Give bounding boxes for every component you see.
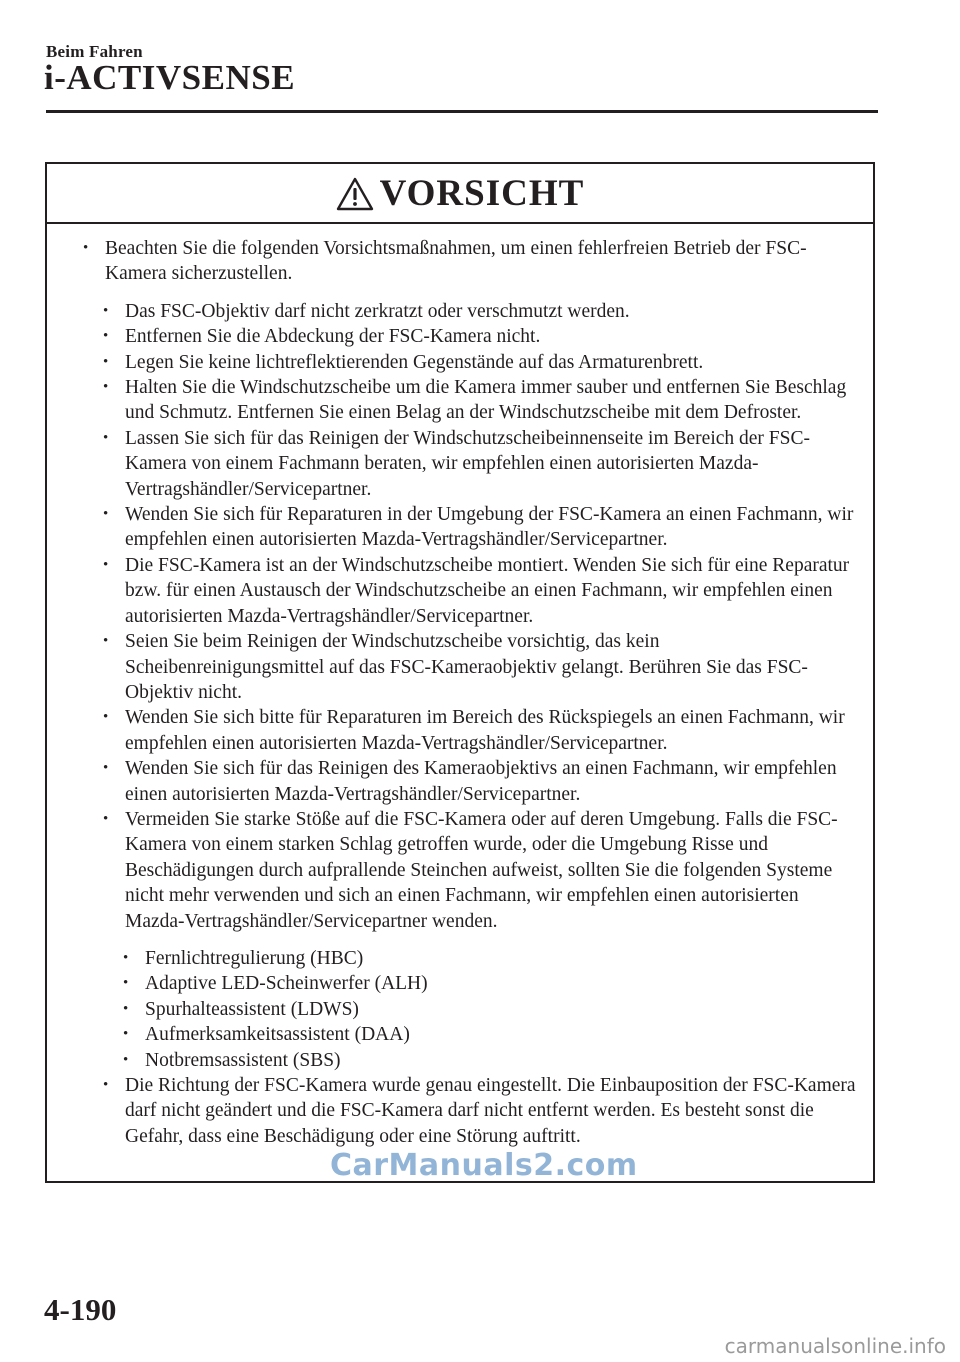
- caution-box: [45, 162, 875, 1183]
- list-item: [91, 807, 863, 934]
- list-item-text: Seien Sie beim Reinigen der Windschutzscheibe vorsichtig, das kein Scheibenreinigungsmittel auf das FSC-Kameraobjektiv gelangt. Berühren Sie das FSC-Objektiv nicht.: [125, 631, 808, 703]
- system-list-item: [111, 946, 863, 971]
- caution-header: [47, 164, 873, 224]
- system-name: Fernlichtregulierung (HBC): [145, 947, 364, 969]
- warning-triangle-icon: [336, 177, 374, 211]
- system-list-item: [111, 997, 863, 1022]
- list-item: [91, 299, 863, 324]
- bullet-marker: •: [103, 1077, 109, 1093]
- bullet-marker: •: [123, 949, 129, 966]
- list-item-text: Entfernen Sie die Abdeckung der FSC-Kamera nicht.: [125, 326, 541, 348]
- system-list-item: [111, 971, 863, 996]
- bullet-marker: •: [103, 709, 109, 726]
- system-name: Adaptive LED-Scheinwerfer (ALH): [145, 973, 428, 995]
- list-item-text: Wenden Sie sich bitte für Reparaturen im Bereich des Rückspiegels an einen Fachmann, wir empfehlen einen autorisierten Mazda-Vertragshändler/Servicepartner.: [125, 707, 845, 754]
- bullet-marker: •: [103, 633, 109, 650]
- bullet-marker: •: [103, 429, 109, 446]
- list-item-text: Legen Sie keine lichtreflektierenden Gegenstände auf das Armaturenbrett.: [125, 351, 704, 373]
- system-name: Aufmerksamkeitsassistent (DAA): [145, 1024, 410, 1046]
- caution-intro-text: Beachten Sie die folgenden Vorsichtsmaßnahmen, um einen fehlerfreien Betrieb der FSC-Kamera sicherzustellen.: [105, 238, 807, 285]
- bullet-marker: •: [103, 760, 109, 777]
- bullet-marker: •: [123, 975, 129, 992]
- list-item: [91, 629, 863, 705]
- section-label: Beim Fahren: [46, 42, 143, 61]
- caution-intro-item: [71, 236, 863, 287]
- bullet-marker: •: [103, 810, 109, 827]
- system-list-item: [111, 1048, 863, 1073]
- bullet-marker: •: [83, 240, 89, 256]
- list-item: [91, 502, 863, 553]
- list-item-text: Das FSC-Objektiv darf nicht zerkratzt oder verschmutzt werden.: [125, 300, 630, 322]
- list-item-text: Vermeiden Sie starke Stöße auf die FSC-Kamera oder auf deren Umgebung. Falls die FSC-Kamera von einem starken Schlag getroffen wurde, oder die Umgebung Risse und Beschädigungen durch aufprallende Steinchen aufweist, sollten Sie die folgenden Systeme nicht mehr verwenden und sich an einen Fachmann, wir empfehlen einen autorisierten Mazda-Vertragshändler/Servicepartner wenden.: [125, 808, 838, 932]
- list-item-text: Wenden Sie sich für Reparaturen in der Umgebung der FSC-Kamera an einen Fachmann, wir empfehlen einen autorisierten Mazda-Vertragshändler/Servicepartner.: [125, 504, 854, 551]
- bullet-marker: •: [123, 1051, 129, 1068]
- bullet-marker: •: [103, 506, 109, 523]
- bullet-marker: •: [103, 556, 109, 573]
- caution-body: [47, 224, 873, 1149]
- header-rule: [46, 110, 878, 113]
- list-item: [91, 350, 863, 375]
- list-item: [91, 426, 863, 502]
- watermark-center: CarManuals2.com: [330, 1148, 638, 1183]
- bullet-marker: •: [103, 353, 109, 370]
- bullet-marker: •: [123, 1000, 129, 1017]
- list-item-text: Halten Sie die Windschutzscheibe um die Kamera immer sauber und entfernen Sie Beschlag und Schmutz. Entfernen Sie einen Belag an der Windschutzscheibe mit dem Defroster.: [125, 377, 847, 424]
- list-item: [91, 375, 863, 426]
- bullet-marker: •: [103, 379, 109, 396]
- watermark-corner: carmanualsonline.info: [724, 1334, 946, 1358]
- list-item: [91, 705, 863, 756]
- system-list-item: [111, 1022, 863, 1047]
- list-item: [91, 756, 863, 807]
- system-name: Notbremsassistent (SBS): [145, 1049, 341, 1071]
- list-item: [91, 324, 863, 349]
- caution-title: VORSICHT: [379, 172, 585, 214]
- list-item: [91, 1073, 863, 1149]
- system-name: Spurhalteassistent (LDWS): [145, 998, 359, 1020]
- list-item-text: Die Richtung der FSC-Kamera wurde genau eingestellt. Die Einbauposition der FSC-Kamera darf nicht geändert und die FSC-Kamera darf nicht entfernt werden. Es besteht sonst die Gefahr, dass eine Beschädigung oder eine Störung auftritt.: [125, 1075, 856, 1147]
- bullet-marker: •: [123, 1026, 129, 1043]
- bullet-marker: •: [103, 328, 109, 345]
- chapter-title: i-ACTIVSENSE: [44, 58, 296, 97]
- list-item: [91, 553, 863, 629]
- bullet-marker: •: [103, 302, 109, 319]
- list-item-text: Lassen Sie sich für das Reinigen der Windschutzscheibeinnenseite im Bereich der FSC-Kamera von einem Fachmann beraten, wir empfehlen einen autorisierten Mazda-Vertragshändler/Servicepartner.: [125, 427, 810, 500]
- list-item-text: Die FSC-Kamera ist an der Windschutzscheibe montiert. Wenden Sie sich für eine Reparatur bzw. für einen Austausch der Windschutzscheibe an einen Fachmann, wir empfehlen einen autorisierten Mazda-Vertragshändler/Servicepartner.: [125, 554, 850, 627]
- list-item-text: Wenden Sie sich für das Reinigen des Kameraobjektivs an einen Fachmann, wir empfehlen einen autorisierten Mazda-Vertragshändler/Servicepartner.: [125, 758, 837, 805]
- page-number: 4-190: [44, 1292, 117, 1327]
